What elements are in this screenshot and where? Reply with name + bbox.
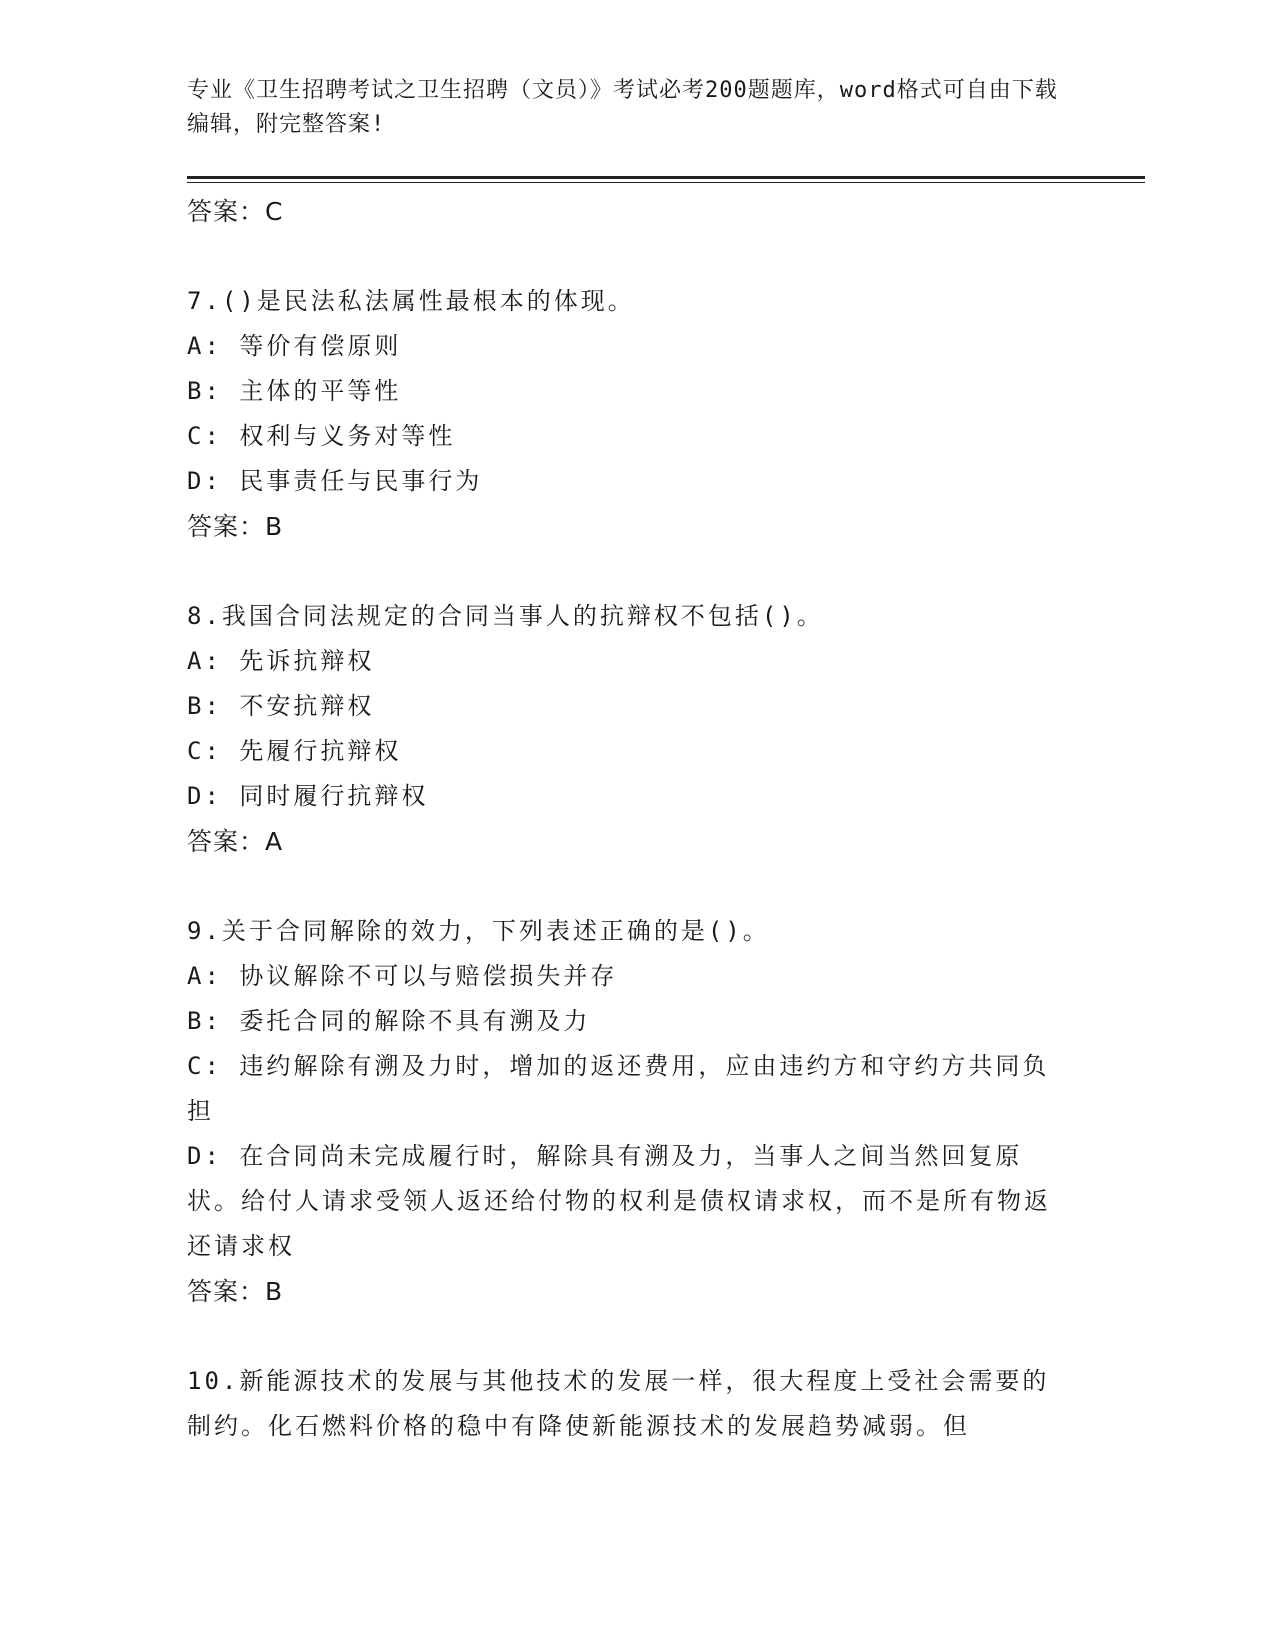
option-a: A: 等价有偿原则 bbox=[187, 332, 402, 360]
answer-line: 答案：A bbox=[187, 827, 284, 856]
option-c: C: 先履行抗辩权 bbox=[187, 737, 402, 765]
document-header: 专业《卫生招聘考试之卫生招聘（文员）》考试必考200题题库，word格式可自由下载编辑，附完整答案! bbox=[187, 78, 1058, 137]
option-b: B: 委托合同的解除不具有溯及力 bbox=[187, 1007, 591, 1035]
option-b: B: 主体的平等性 bbox=[187, 377, 402, 405]
option-d: D: 同时履行抗辩权 bbox=[187, 782, 429, 810]
option-a: A: 协议解除不可以与赔偿损失并存 bbox=[187, 962, 618, 990]
question-stem: 7.()是民法私法属性最根本的体现。 bbox=[187, 287, 635, 315]
option-d: D: 民事责任与民事行为 bbox=[187, 467, 483, 495]
answer-line: 答案：B bbox=[187, 1277, 284, 1306]
answer-line: 答案：B bbox=[187, 512, 284, 541]
option-b: B: 不安抗辩权 bbox=[187, 692, 375, 720]
question-content bbox=[187, 189, 1067, 1449]
header-divider-thin bbox=[187, 182, 1145, 183]
option-a: A: 先诉抗辩权 bbox=[187, 647, 375, 675]
header-divider-thick bbox=[187, 176, 1145, 179]
answer-line: 答案：C bbox=[187, 197, 284, 226]
option-c: C: 权利与义务对等性 bbox=[187, 422, 456, 450]
option-d: D: 在合同尚未完成履行时，解除具有溯及力，当事人之间当然回复原状。给付人请求受领人返还给付物的权利是债权请求权，而不是所有物返还请求权 bbox=[187, 1142, 1051, 1260]
question-stem: 8.我国合同法规定的合同当事人的抗辩权不包括()。 bbox=[187, 602, 824, 630]
question-stem: 9.关于合同解除的效力，下列表述正确的是()。 bbox=[187, 917, 770, 945]
question-stem: 10.新能源技术的发展与其他技术的发展一样，很大程度上受社会需要的制约。化石燃料价格的稳中有降使新能源技术的发展趋势减弱。但 bbox=[187, 1367, 1050, 1440]
option-c: C: 违约解除有溯及力时，增加的返还费用，应由违约方和守约方共同负担 bbox=[187, 1052, 1050, 1125]
